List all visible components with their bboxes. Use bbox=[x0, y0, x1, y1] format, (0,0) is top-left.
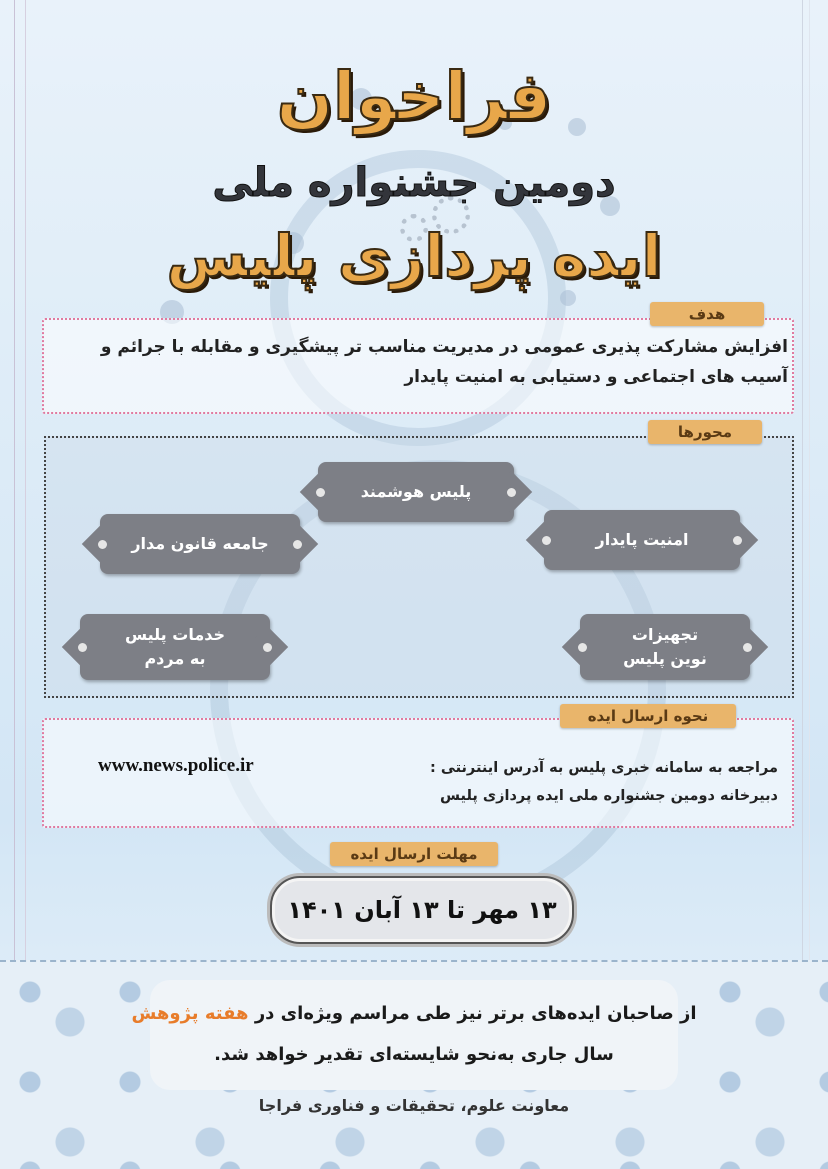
axis-label: تجهیزات نوین پلیس bbox=[623, 625, 707, 668]
axis-label: پلیس هوشمند bbox=[360, 482, 472, 501]
poster-title: فراخوان bbox=[276, 58, 552, 135]
issuer: معاونت علوم، تحقیقات و فناوری فراجا bbox=[258, 1096, 570, 1115]
award-text: از صاحبان ایده‌های برتر نیز طی مراسم ویژه‌ای در bbox=[254, 1003, 697, 1024]
axis-label: خدمات پلیس به مردم bbox=[124, 625, 226, 668]
award-panel bbox=[150, 980, 678, 1090]
goal-text: افزایش مشارکت پذیری عمومی در مدیریت مناسب تر پیشگیری و مقابله با جرائم و آسیب های اجتماعی و دستیابی به امنیت پایدار bbox=[100, 337, 788, 387]
submit-line-2: دبیرخانه دومین جشنواره ملی ایده پردازی پلیس bbox=[440, 788, 778, 804]
axis-law-abiding-society bbox=[100, 514, 300, 574]
axis-label: امنیت پایدار bbox=[595, 530, 689, 549]
background-dot bbox=[560, 290, 576, 306]
award-line-1 bbox=[0, 1003, 828, 1024]
axis-smart-police bbox=[318, 462, 514, 522]
research-week-highlight: هفته پژوهش bbox=[131, 1003, 249, 1024]
axes-tag: محورها bbox=[648, 420, 762, 444]
festival-name: ایده پردازی پلیس bbox=[166, 222, 662, 290]
axis-sustainable-security bbox=[544, 510, 740, 570]
deadline-date: ۱۳ مهر تا ۱۳ آبان ۱۴۰۱ bbox=[270, 876, 574, 944]
submit-line-1: مراجعه به سامانه خبری پلیس به آدرس اینترنتی : bbox=[430, 760, 778, 776]
submit-tag: نحوه ارسال ایده bbox=[560, 704, 736, 728]
axis-modern-equipment bbox=[580, 614, 750, 680]
submit-url: www.news.police.ir bbox=[98, 755, 254, 776]
deadline-tag: مهلت ارسال ایده bbox=[330, 842, 498, 866]
poster-subtitle: دومین جشنواره ملی bbox=[212, 160, 616, 206]
goal-tag: هدف bbox=[650, 302, 764, 326]
axis-police-services bbox=[80, 614, 270, 680]
submit-instructions bbox=[338, 754, 778, 810]
axis-label: جامعه قانون مدار bbox=[131, 534, 269, 553]
award-line-2: سال جاری به‌نحو شایسته‌ای تقدیر خواهد شد. bbox=[214, 1044, 614, 1065]
